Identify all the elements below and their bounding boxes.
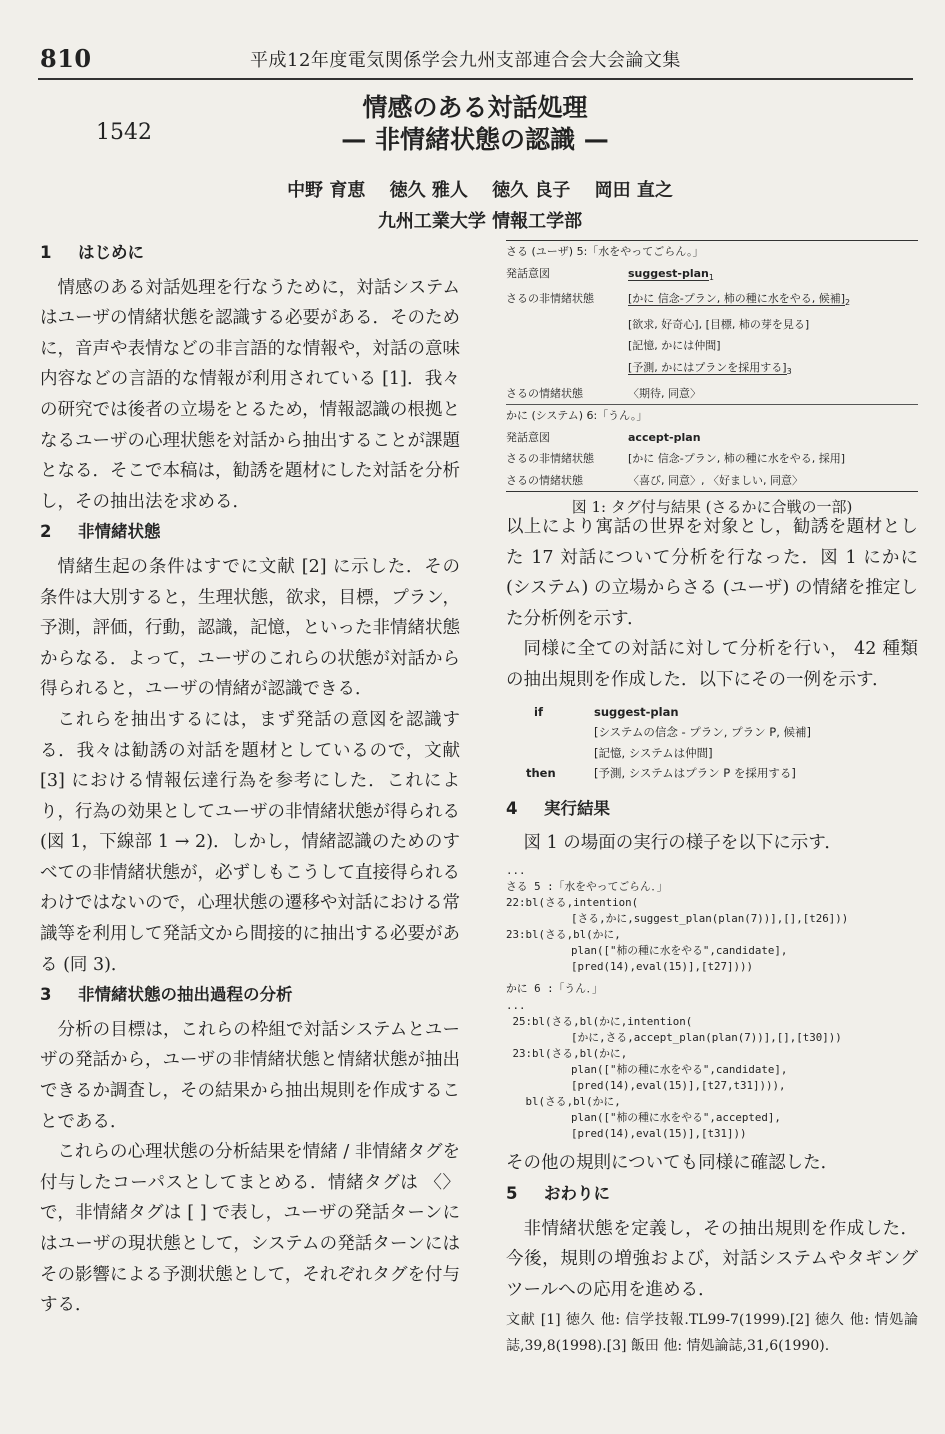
row-label: さるの非情緒状態 [506,292,594,306]
proceedings-title: 平成12年度電気関係学会九州支部連合会大会論文集 [250,50,681,71]
header-rule [38,78,913,80]
figure-1 [506,240,918,520]
intent-value: suggest-plan [628,266,709,280]
figure-caption: 図 1: タグ付与結果 (さるかに合戦の一部) [571,498,853,517]
section-number: 3 [40,985,52,1005]
figure-row [506,357,918,383]
figure-row [506,448,918,470]
row-label: さるの非情緒状態 [506,452,594,466]
execution-trace: ... さる 5 :「水をやってごらん．」 22:bl(さる,intention( [さる,かに,suggest_plan(plan(7))],[],[t26])) 23:bl(さる,bl(かに, plan(["柿の種に水をやる",candidate], [pred(14),eval(15)],[t27]))) [506,863,849,974]
execution-trace: かに 6 :「うん．」 ... 25:bl(さる,bl(かに,intention( [かに,さる,accept_plan(plan(7))],[],[t30])) 23:bl(さる,bl(かに, plan(["柿の種に水をやる",candidate], [pred(14),eval(15)],[t27,t31]))), bl(さる,bl(かに, plan(["柿の種に水をやる",accepted], [pred(14),eval(15)],[t31])) [506,982,842,1141]
figure-row [506,288,918,314]
affiliation: 九州工業大学 情報工学部 [377,211,583,232]
section-number: 1 [40,243,52,262]
references: 文献 [1] 徳久 他: 信学技報.TL99-7(1999).[2] 徳久 他: 情処論誌,39,8(1998).[3] 飯田 他: 情処論誌,31,6(1990). [506,1312,918,1355]
paper-subtitle: — 非情緒状態の認識 — [341,125,609,154]
row-label: さるの情緒状態 [506,386,583,400]
paper-title: 情感のある対話処理 [362,93,588,122]
nonemo-value: [予測, かにはプランを採用する] [628,360,787,374]
nonemo-value: [欲求, 好奇心], [目標, 柿の芽を見る] [628,317,810,331]
paragraph: これらを抽出するには，まず発話の意図を認識する．我々は勧誘の対話を題材としているので，文献 [3] における情報伝達行為を参考にした．これにより，行為の効果としてユーザの非情緒状態が得られる (図 1，下線部 1 → 2)．しかし，情緒認識のためのすべての非情緒状態が，必ずしもこうして直接得られるわけではないので，心理状態の遷移や対話における常識等を利用して発話文から間接的に抽出する必要がある (同 3)． [40,709,460,975]
left-column [40,238,460,1321]
figure-row [506,335,918,357]
rule-condition: [記憶, システムは仲間] [594,745,713,760]
page-number: 810 [40,44,92,73]
section-heading [40,517,460,548]
section-number: 4 [506,798,518,818]
paragraph: 以上により寓話の世界を対象とし，勧誘を題材とした 17 対話について分析を行なった．図 1 にかに (システム) の立場からさる (ユーザ) の情緒を推定した分析例を示す． [506,517,918,629]
title-block [300,92,650,156]
nonemo-value: [かに 信念-プラン, 柿の種に水をやる, 採用] [628,452,846,466]
figure-row [506,314,918,336]
row-label: さるの情緒状態 [506,473,583,487]
author-block [220,175,740,237]
paragraph: 情緒生起の条件はすでに文献 [2] に示した．その条件は大別すると，生理状態，欲求，目標，プラン，予測，評価，行動，認識，記憶，といった非情緒状態からなる．よって，ユーザのこれらの状態が対話から得られると，ユーザの情緒が認識できる． [40,556,460,700]
paragraph: 非情緒状態を定義し，その抽出規則を作成した．今後，規則の増強および，対話システムやタギングツールへの応用を進める． [506,1218,918,1300]
section-title: 実行結果 [544,798,610,818]
paragraph: これらの心理状態の分析結果を情緒 / 非情緒タグを付与したコーパスとしてまとめる．情緒タグは 〈〉 で，非情緒タグは [ ] で表し，ユーザの発話ターンにはユーザの現状態として，システムの発話ターンにはその影響による予測状態として，それぞれタグを付与する． [40,1142,460,1316]
underline-index: 3 [786,367,792,377]
paragraph: 図 1 の場面の実行の様子を以下に示す． [523,833,842,854]
paragraph: 情感のある対話処理を行なうために，対話システムはユーザの情緒状態を認識する必要がある．そのために，音声や表情などの非言語的な情報や，対話の意味内容などの言語的な情報が利用されている [1]．我々の研究では後者の立場をとるため，情報認識の根拠となるユーザの心理状態を対話から抽出することが課題となる．そこで本稿は，勧誘を題材にした対話を分析し，その抽出法を求める． [40,277,460,512]
section-title: おわりに [544,1183,610,1203]
paragraph: 分析の目標は，これらの枠組で対話システムとユーザの発話から，ユーザの非情緒状態と情緒状態が抽出できるか調査し，その結果から抽出規則を作成することである． [40,1019,460,1132]
nonemo-value: [記憶, かには仲間] [628,339,721,353]
section-heading [40,980,460,1011]
authors: 中野 育恵 徳久 雅人 徳久 良子 岡田 直之 [287,180,673,201]
section-title: 非情緒状態の抽出過程の分析 [78,985,293,1005]
underline-index: 1 [708,272,714,282]
rule-condition: [システムの信念 - プラン, プラン P, 候補] [594,725,811,740]
section-title: はじめに [78,243,144,262]
underline-index: 2 [845,298,851,308]
figure-row [506,405,918,427]
intent-value: accept-plan [628,430,701,444]
emo-value: 〈喜び, 同意〉, 〈好ましい, 同意〉 [628,473,803,487]
section-heading [40,238,460,269]
figure-row [506,241,918,263]
paper-number: 1542 [96,120,152,145]
row-label: 発話意図 [506,430,550,444]
section-title: 非情緒状態 [78,522,161,542]
rule-keyword: if [534,704,543,719]
utterance: かに (システム) 6:「うん。」 [506,409,648,423]
section-heading [506,794,918,825]
right-column [506,512,918,1359]
rule-condition: suggest-plan [594,704,679,719]
section-number: 5 [506,1183,518,1203]
figure-row [506,383,918,405]
figure-table [506,240,918,492]
row-label: 発話意図 [506,266,550,280]
utterance: さる (ユーザ) 5:「水をやってごらん。」 [506,245,704,258]
figure-row [506,427,918,449]
nonemo-value: [かに 信念-プラン, 柿の種に水をやる, 候補] [628,292,846,306]
rule-consequence: [予測, システムはプラン P を採用する] [594,766,796,781]
figure-row [506,263,918,289]
paragraph: 同様に全ての対話に対して分析を行い， 42 種類の抽出規則を作成した．以下にその一例を示す． [506,639,918,690]
paragraph: その他の規則についても同様に確認した． [506,1153,839,1174]
figure-row [506,470,918,492]
section-number: 2 [40,522,52,542]
emo-value: 〈期待, 同意〉 [628,386,701,400]
section-heading [506,1179,918,1210]
rule-keyword: then [526,766,556,781]
extraction-rule [506,702,918,784]
